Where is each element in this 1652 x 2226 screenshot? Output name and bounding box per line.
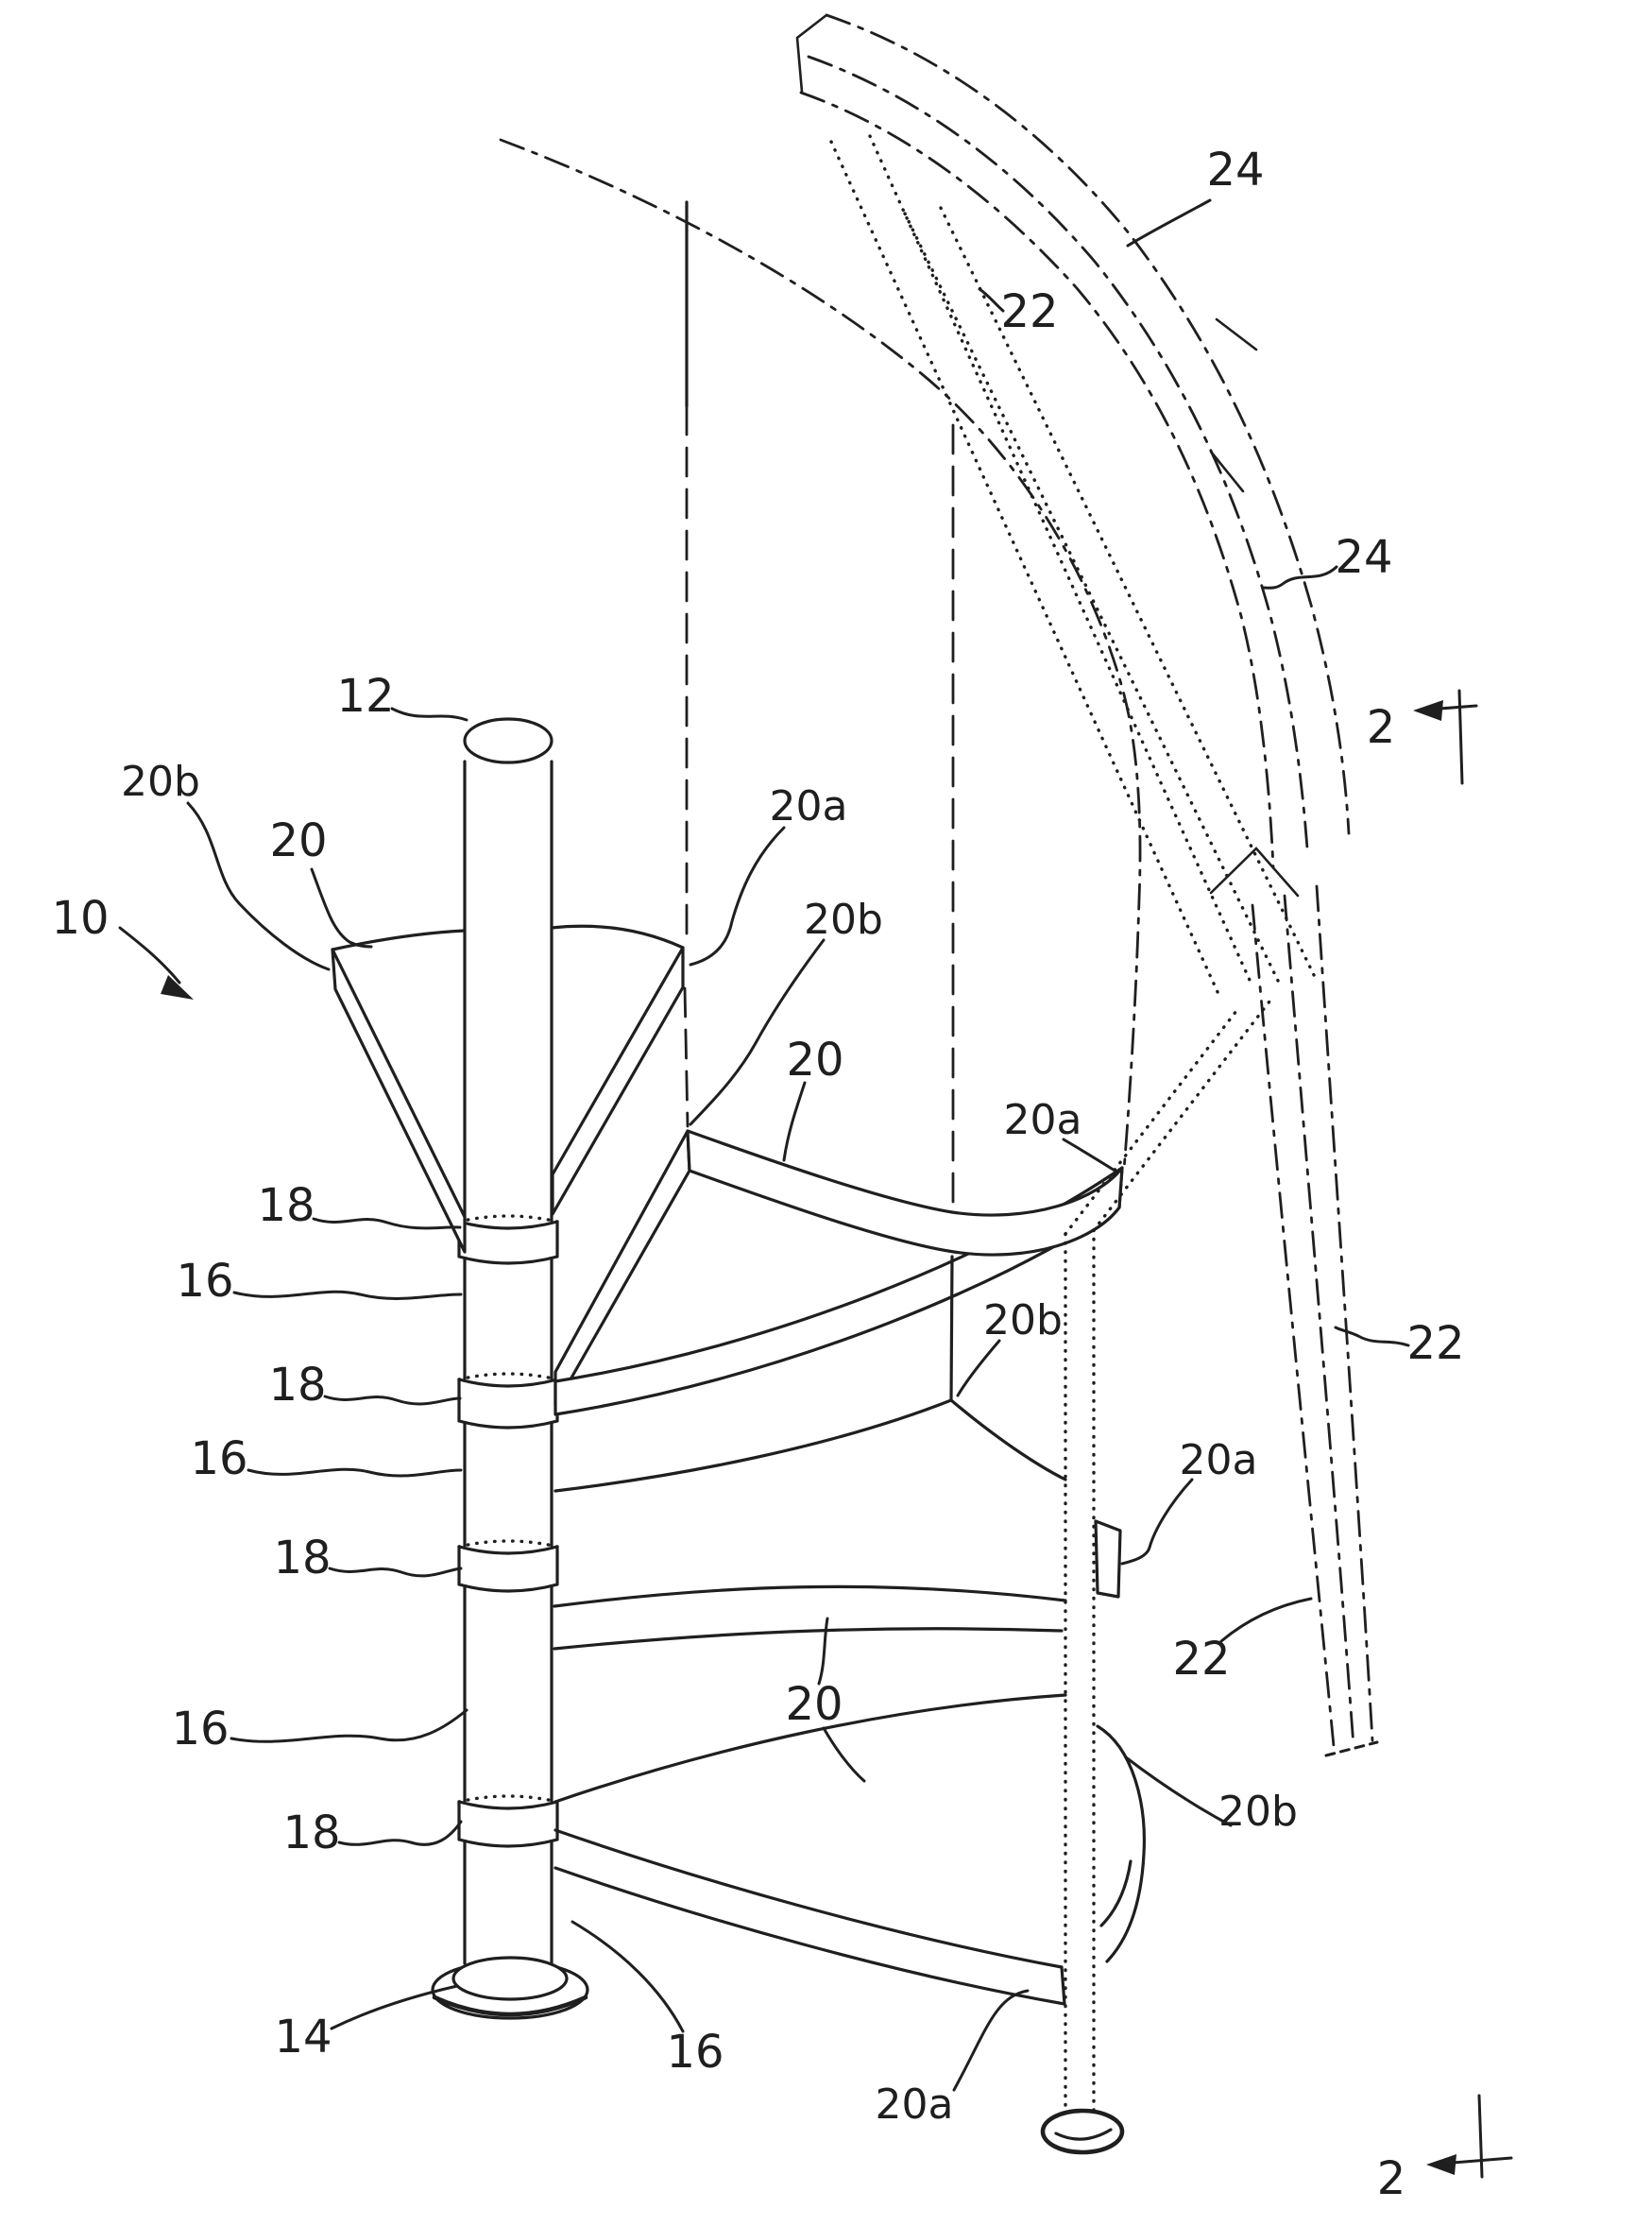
ref-label-16-1: 16	[176, 1255, 234, 1308]
leader-20-1	[312, 869, 371, 947]
ref-label-10: 10	[51, 892, 110, 945]
leader-20-3-up	[819, 1618, 827, 1684]
section-tick-bottom	[1479, 2096, 1482, 2177]
ref-label-22-right: 22	[1406, 1317, 1465, 1370]
leader-18-3	[330, 1568, 461, 1576]
collar-ring-3	[459, 1541, 557, 1591]
leader-12	[392, 709, 467, 720]
leader-16-4	[572, 1922, 683, 2031]
ref-label-18-4: 18	[282, 1806, 341, 1859]
ref-label-20-1: 20	[269, 814, 328, 867]
leader-20b-2	[690, 940, 824, 1124]
leader-20a-1	[690, 828, 784, 965]
riser-line-2-solid	[951, 1257, 952, 1400]
handrail-top-edge	[826, 15, 1349, 833]
ref-label-20-2: 20	[786, 1034, 844, 1087]
ref-label-24-upper: 24	[1206, 144, 1265, 197]
ref-label-16-2: 16	[190, 1432, 248, 1485]
tread-3-leading-edge-top	[554, 1586, 1065, 1606]
ref-label-16-4: 16	[666, 2026, 724, 2079]
ref-label-20b-4: 20b	[1218, 1788, 1298, 1836]
riser-line-1-lower	[685, 988, 688, 1126]
section-arrow-icon-top	[1413, 700, 1443, 721]
tread-4-outer-arc	[1098, 1726, 1144, 1961]
handrail-lower-run-3	[1317, 886, 1372, 1740]
ref-label-18-3: 18	[273, 1532, 332, 1584]
tread-4-leading-edge-cap	[1062, 1967, 1064, 2004]
upper-baluster-1	[831, 142, 1218, 994]
ref-label-16-3: 16	[171, 1703, 230, 1755]
ref-label-20a-2: 20a	[1003, 1096, 1082, 1144]
tread-3	[554, 1400, 1065, 1649]
collar-ring-4	[459, 1796, 557, 1846]
ref-label-20b-2: 20b	[804, 896, 883, 944]
leader-20a-4	[954, 1991, 1028, 2090]
leader-22-1	[979, 289, 1003, 311]
handrail	[797, 15, 1377, 1755]
section-tick-top	[1459, 691, 1462, 783]
ref-label-20a-3: 20a	[1179, 1436, 1258, 1484]
upper-baluster-3	[905, 214, 1279, 983]
leader-20-2	[784, 1083, 805, 1160]
handrail-bottom-edge	[801, 93, 1273, 867]
baluster-bracket	[1096, 1521, 1120, 1597]
section-marker-top	[1367, 691, 1476, 783]
leader-20-3-down	[824, 1728, 864, 1781]
tread-4-leading-edge-bottom	[555, 1868, 1064, 2004]
leader-16-1	[234, 1292, 461, 1298]
section-marker-bottom	[1377, 2096, 1511, 2205]
leader-16-2	[248, 1469, 461, 1476]
tread-3-radial-edge	[555, 1400, 951, 1491]
ref-label-18-2: 18	[268, 1359, 327, 1412]
handrail-joint-tick-1	[1217, 319, 1256, 350]
collar-ring-1	[459, 1216, 557, 1263]
reference-labels	[51, 144, 1464, 2129]
upper-baluster-4	[941, 208, 1315, 977]
handrail-crossing	[1211, 848, 1298, 896]
collar-ring-2	[459, 1374, 557, 1428]
ref-label-18-1: 18	[257, 1179, 315, 1232]
upper-baluster-2	[870, 136, 1252, 986]
tread-3-leading-edge-bottom	[554, 1629, 1062, 1649]
ref-label-20b-1: 20b	[121, 758, 200, 806]
tread-4	[555, 1695, 1144, 2004]
ref-label-22-mid: 22	[1172, 1633, 1231, 1686]
leader-20a-3	[1122, 1480, 1192, 1564]
ref-label-24-right: 24	[1335, 531, 1393, 584]
tread-2	[555, 1131, 1122, 1414]
base-flange	[433, 1958, 588, 2018]
leader-18-1	[314, 1219, 460, 1228]
pole-top-ellipse	[465, 719, 552, 762]
ref-label-20a-4: 20a	[875, 2080, 954, 2129]
ref-label-20b-3: 20b	[983, 1296, 1063, 1344]
tread-4-outer-arc-inner	[1101, 1861, 1131, 1926]
leader-10-arrow	[120, 928, 179, 983]
leader-20a-2	[1064, 1139, 1116, 1172]
leader-18-4	[339, 1822, 461, 1844]
leader-16-3	[231, 1710, 467, 1741]
ref-label-12: 12	[336, 670, 395, 723]
leader-18-2	[325, 1396, 460, 1404]
handrail-end-cap	[797, 15, 826, 92]
section-label-bottom: 2	[1376, 2152, 1406, 2205]
handrail-lower-run-2	[1285, 896, 1354, 1746]
leader-20b-3	[958, 1341, 999, 1396]
tread-3-arc-stub	[951, 1400, 1065, 1480]
ref-label-14: 14	[274, 2011, 332, 2063]
leader-22-3	[1221, 1599, 1311, 1641]
section-arrow-icon-bottom	[1426, 2154, 1456, 2175]
leader-24-1	[1128, 200, 1210, 246]
section-label-top: 2	[1366, 701, 1396, 754]
baluster-foot	[1043, 2111, 1122, 2152]
ref-label-20-3: 20	[785, 1678, 843, 1731]
handrail-lower-run-1	[1252, 905, 1334, 1746]
ref-label-20a-1: 20a	[769, 782, 848, 830]
ref-label-22-upper: 22	[1000, 285, 1059, 338]
